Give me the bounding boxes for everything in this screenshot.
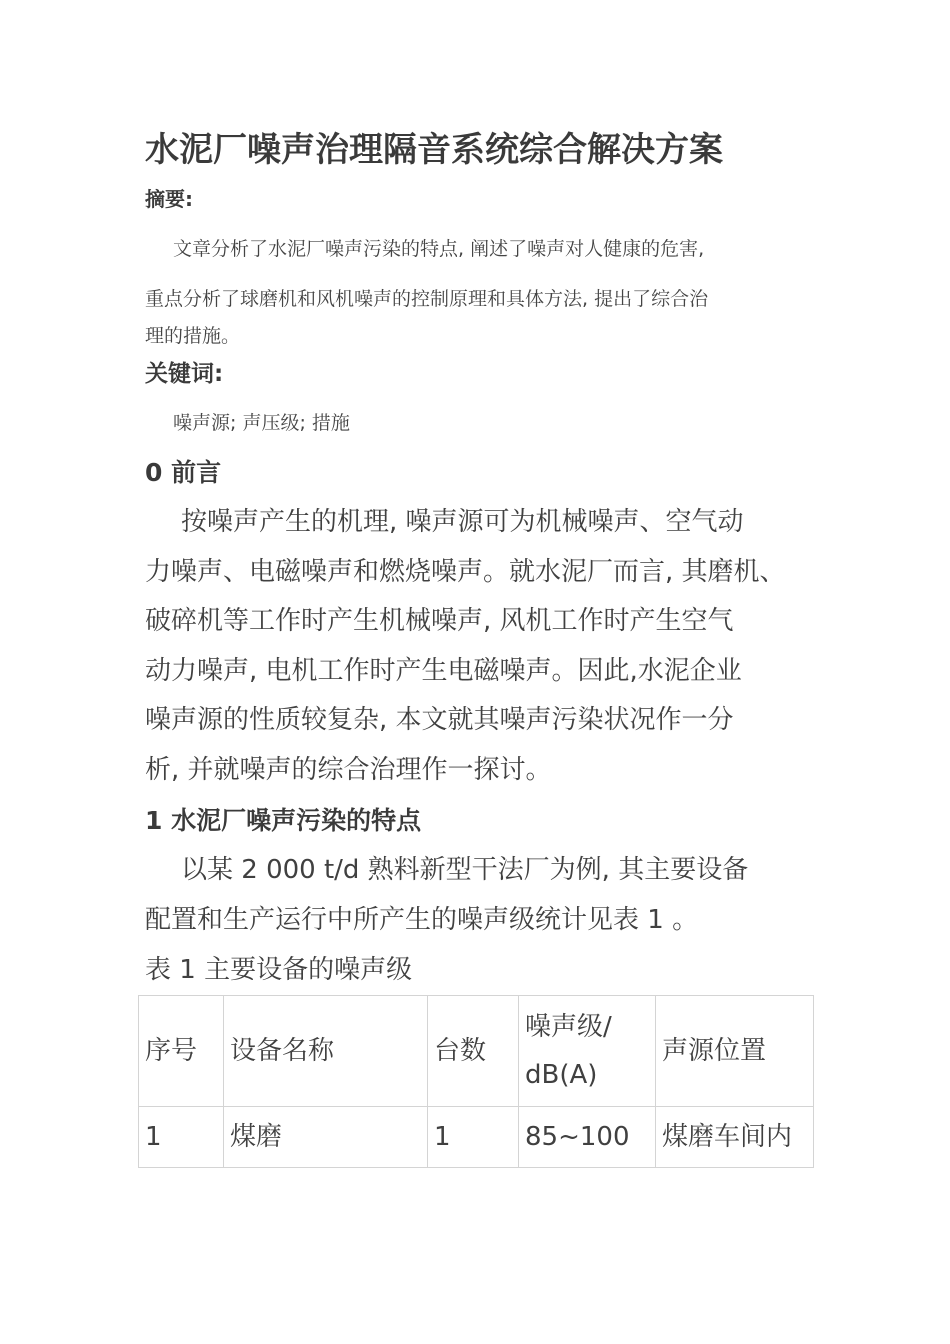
header-noise-line2: dB(A): [525, 1060, 598, 1090]
section-heading-intro: 0 前言: [145, 458, 222, 487]
header-cell-noise-level: [519, 996, 656, 1107]
abstract-line: 重点分析了球磨机和风机噪声的控制原理和具体方法, 提出了综合治: [145, 288, 709, 310]
paragraph-line: 以某 2 000 t/d 熟料新型干法厂为例, 其主要设备: [181, 855, 749, 885]
paragraph-line: 动力噪声, 电机工作时产生电磁噪声。因此,水泥企业: [145, 655, 742, 686]
paragraph-line: 噪声源的性质较复杂, 本文就其噪声污染状况作一分: [145, 705, 734, 735]
equipment-noise-table: [138, 995, 814, 1168]
section-heading-1: 1 水泥厂噪声污染的特点: [145, 806, 422, 835]
table-cell: 煤磨车间内: [656, 1107, 814, 1168]
intro-paragraph: [145, 498, 786, 795]
header-cell-count: 台数: [428, 996, 519, 1107]
header-noise-line1: 噪声级/: [525, 1012, 612, 1042]
header-cell-equipment: 设备名称: [224, 996, 428, 1107]
abstract-label: 摘要:: [145, 187, 193, 211]
table-header-row: [139, 996, 814, 1107]
header-cell-source-location: 声源位置: [656, 996, 814, 1107]
paragraph-line: 按噪声产生的机理, 噪声源可为机械噪声、空气动: [181, 507, 744, 537]
keywords-label: 关键词:: [145, 361, 224, 387]
paragraph-line: 配置和生产运行中所产生的噪声级统计见表 1 。: [145, 904, 699, 935]
abstract-line: 文章分析了水泥厂噪声污染的特点, 阐述了噪声对人健康的危害,: [173, 238, 705, 260]
paragraph-line: 力噪声、电磁噪声和燃烧噪声。就水泥厂而言, 其磨机、: [145, 556, 786, 587]
table-cell: 1: [428, 1107, 519, 1168]
table-cell: 1: [139, 1107, 224, 1168]
abstract-line: 理的措施。: [145, 325, 241, 347]
header-cell-index: 序号: [139, 996, 224, 1107]
paragraph-line: 析, 并就噪声的综合治理作一探讨。: [145, 754, 552, 785]
table-cell: 煤磨: [224, 1107, 428, 1168]
paragraph-line: 破碎机等工作时产生机械噪声, 风机工作时产生空气: [145, 606, 734, 636]
keywords-text: 噪声源; 声压级; 措施: [173, 412, 350, 434]
table-row: [139, 1107, 814, 1168]
table-caption: 表 1 主要设备的噪声级: [145, 955, 413, 985]
section-1-paragraph: [145, 846, 748, 945]
document-title: 水泥厂噪声治理隔音系统综合解决方案: [145, 130, 723, 170]
table-cell: 85~100: [519, 1107, 656, 1168]
